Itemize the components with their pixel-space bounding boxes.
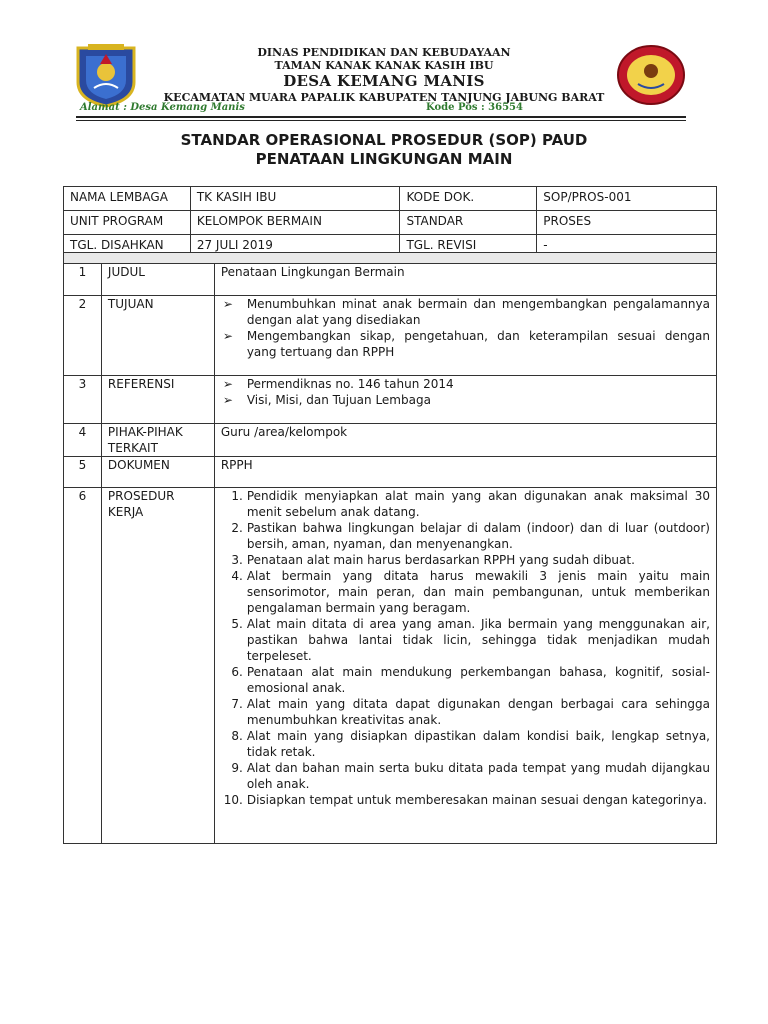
letterhead xyxy=(0,46,768,105)
step-number: 9. xyxy=(231,761,243,775)
list-item xyxy=(221,664,710,696)
step-number: 10. xyxy=(223,793,243,807)
info-label: TGL. DISAHKAN xyxy=(64,235,191,259)
list-item xyxy=(221,328,710,360)
row-content xyxy=(214,296,716,376)
bullet-list xyxy=(221,376,710,408)
step-text: Penataan alat main harus berdasarkan RPPH yang sudah dibuat. xyxy=(246,553,635,567)
step-text: Pastikan bahwa lingkungan belajar di dalam (indoor) dan di luar (outdoor) bersih, aman, nyaman, dan menyenangkan. xyxy=(246,521,710,551)
step-number: 1. xyxy=(231,489,243,503)
info-value: PROSES xyxy=(537,211,717,235)
row-label: PIHAK-PIHAK TERKAIT xyxy=(101,424,214,457)
letterhead-rule-thin xyxy=(76,120,686,121)
row-label: JUDUL xyxy=(101,264,214,296)
row-number: 3 xyxy=(64,376,102,424)
info-value: 27 JULI 2019 xyxy=(190,235,400,259)
list-item-text: Visi, Misi, dan Tujuan Lembaga xyxy=(246,393,431,407)
row-number: 4 xyxy=(64,424,102,457)
table-row xyxy=(64,211,717,235)
address-text: Alamat : Desa Kemang Manis xyxy=(80,102,245,113)
row-label: DOKUMEN xyxy=(101,457,214,488)
list-item xyxy=(221,568,710,616)
info-value: TK KASIH IBU xyxy=(190,187,400,211)
step-number: 4. xyxy=(231,569,243,583)
procedure-steps-list xyxy=(221,488,710,808)
list-item-text: Menumbuhkan minat anak bermain dan mengembangkan pengalamannya dengan alat yang disediakan xyxy=(246,297,710,327)
letterhead-rule-thick xyxy=(76,116,686,118)
step-text: Penataan alat main mendukung perkembangan bahasa, kognitif, sosial-emosional anak. xyxy=(246,665,710,695)
step-number: 8. xyxy=(231,729,243,743)
list-item-text: Permendiknas no. 146 tahun 2014 xyxy=(246,377,454,391)
table-separator-row xyxy=(64,253,717,264)
row-label: REFERENSI xyxy=(101,376,214,424)
info-value: KELOMPOK BERMAIN xyxy=(190,211,400,235)
list-item xyxy=(221,296,710,328)
school-name: TAMAN KANAK KANAK KASIH IBU xyxy=(274,59,494,72)
step-number: 3. xyxy=(231,553,243,567)
row-content xyxy=(214,488,716,844)
row-label: TUJUAN xyxy=(101,296,214,376)
step-text: Pendidik menyiapkan alat main yang akan digunakan anak maksimal 30 menit sebelum anak datang. xyxy=(246,489,710,519)
table-row xyxy=(64,264,717,296)
table-row xyxy=(64,187,717,211)
district-name: KECAMATAN MUARA PAPALIK KABUPATEN TANJUNG JABUNG BARAT xyxy=(163,91,605,104)
list-item xyxy=(221,696,710,728)
step-text: Disiapkan tempat untuk memberesakan mainan sesuai dengan kategorinya. xyxy=(246,793,707,807)
village-name: DESA KEMANG MANIS xyxy=(283,72,485,90)
table-row xyxy=(64,488,717,844)
list-item xyxy=(221,520,710,552)
table-row xyxy=(64,424,717,457)
row-content: RPPH xyxy=(214,457,716,488)
step-text: Alat dan bahan main serta buku ditata pada tempat yang mudah dijangkau oleh anak. xyxy=(246,761,710,791)
row-content: Guru /area/kelompok xyxy=(214,424,716,457)
list-item xyxy=(221,728,710,760)
step-text: Alat bermain yang ditata harus mewakili 3 jenis main yaitu main sensorimotor, main peran, dan main pembangunan, untuk memberikan pengalaman bermain yang beragam. xyxy=(246,569,710,615)
step-text: Alat main yang disiapkan dipastikan dalam kondisi baik, lengkap setnya, tidak retak. xyxy=(246,729,710,759)
arrowhead-bullet-icon: ➢ xyxy=(222,393,233,407)
bullet-list xyxy=(221,296,710,360)
info-value: - xyxy=(537,235,717,259)
separator-cell xyxy=(64,253,717,264)
row-number: 5 xyxy=(64,457,102,488)
step-number: 5. xyxy=(231,617,243,631)
row-content: Penataan Lingkungan Bermain xyxy=(214,264,716,296)
step-text: Alat main yang ditata dapat digunakan dengan berbagai cara sehingga menumbuhkan kreativitas anak. xyxy=(246,697,710,727)
list-item xyxy=(221,760,710,792)
info-label: UNIT PROGRAM xyxy=(64,211,191,235)
arrowhead-bullet-icon: ➢ xyxy=(222,329,233,343)
document-info-table xyxy=(63,186,717,259)
list-item-text: Mengembangkan sikap, pengetahuan, dan keterampilan sesuai dengan yang tertuang dan RPPH xyxy=(246,329,710,359)
agency-name: DINAS PENDIDIKAN DAN KEBUDAYAAN xyxy=(257,46,511,59)
row-number: 1 xyxy=(64,264,102,296)
table-row xyxy=(64,296,717,376)
document-title-line1: STANDAR OPERASIONAL PROSEDUR (SOP) PAUD xyxy=(180,131,588,149)
list-item xyxy=(221,552,710,568)
info-label: KODE DOK. xyxy=(400,187,537,211)
list-item xyxy=(221,616,710,664)
list-item xyxy=(221,392,710,408)
list-item xyxy=(221,488,710,520)
arrowhead-bullet-icon: ➢ xyxy=(222,377,233,391)
table-row xyxy=(64,376,717,424)
list-item xyxy=(221,792,710,808)
info-value: SOP/PROS-001 xyxy=(537,187,717,211)
row-number: 2 xyxy=(64,296,102,376)
table-row xyxy=(64,457,717,488)
row-number: 6 xyxy=(64,488,102,844)
row-content xyxy=(214,376,716,424)
info-label: STANDAR xyxy=(400,211,537,235)
info-label: NAMA LEMBAGA xyxy=(64,187,191,211)
postal-code-text: Kode Pos : 36554 xyxy=(426,102,523,113)
list-item xyxy=(221,376,710,392)
step-number: 2. xyxy=(231,521,243,535)
info-label: TGL. REVISI xyxy=(400,235,537,259)
step-number: 7. xyxy=(231,697,243,711)
step-number: 6. xyxy=(231,665,243,679)
row-label: PROSEDUR KERJA xyxy=(101,488,214,844)
document-title-line2: PENATAAN LINGKUNGAN MAIN xyxy=(255,150,513,168)
step-text: Alat main ditata di area yang aman. Jika bermain yang menggunakan air, pastikan bahwa lantai tidak licin, sehingga tidak menjadikan mudah terpeleset. xyxy=(246,617,710,663)
sop-content-table xyxy=(63,252,717,844)
arrowhead-bullet-icon: ➢ xyxy=(222,297,233,311)
